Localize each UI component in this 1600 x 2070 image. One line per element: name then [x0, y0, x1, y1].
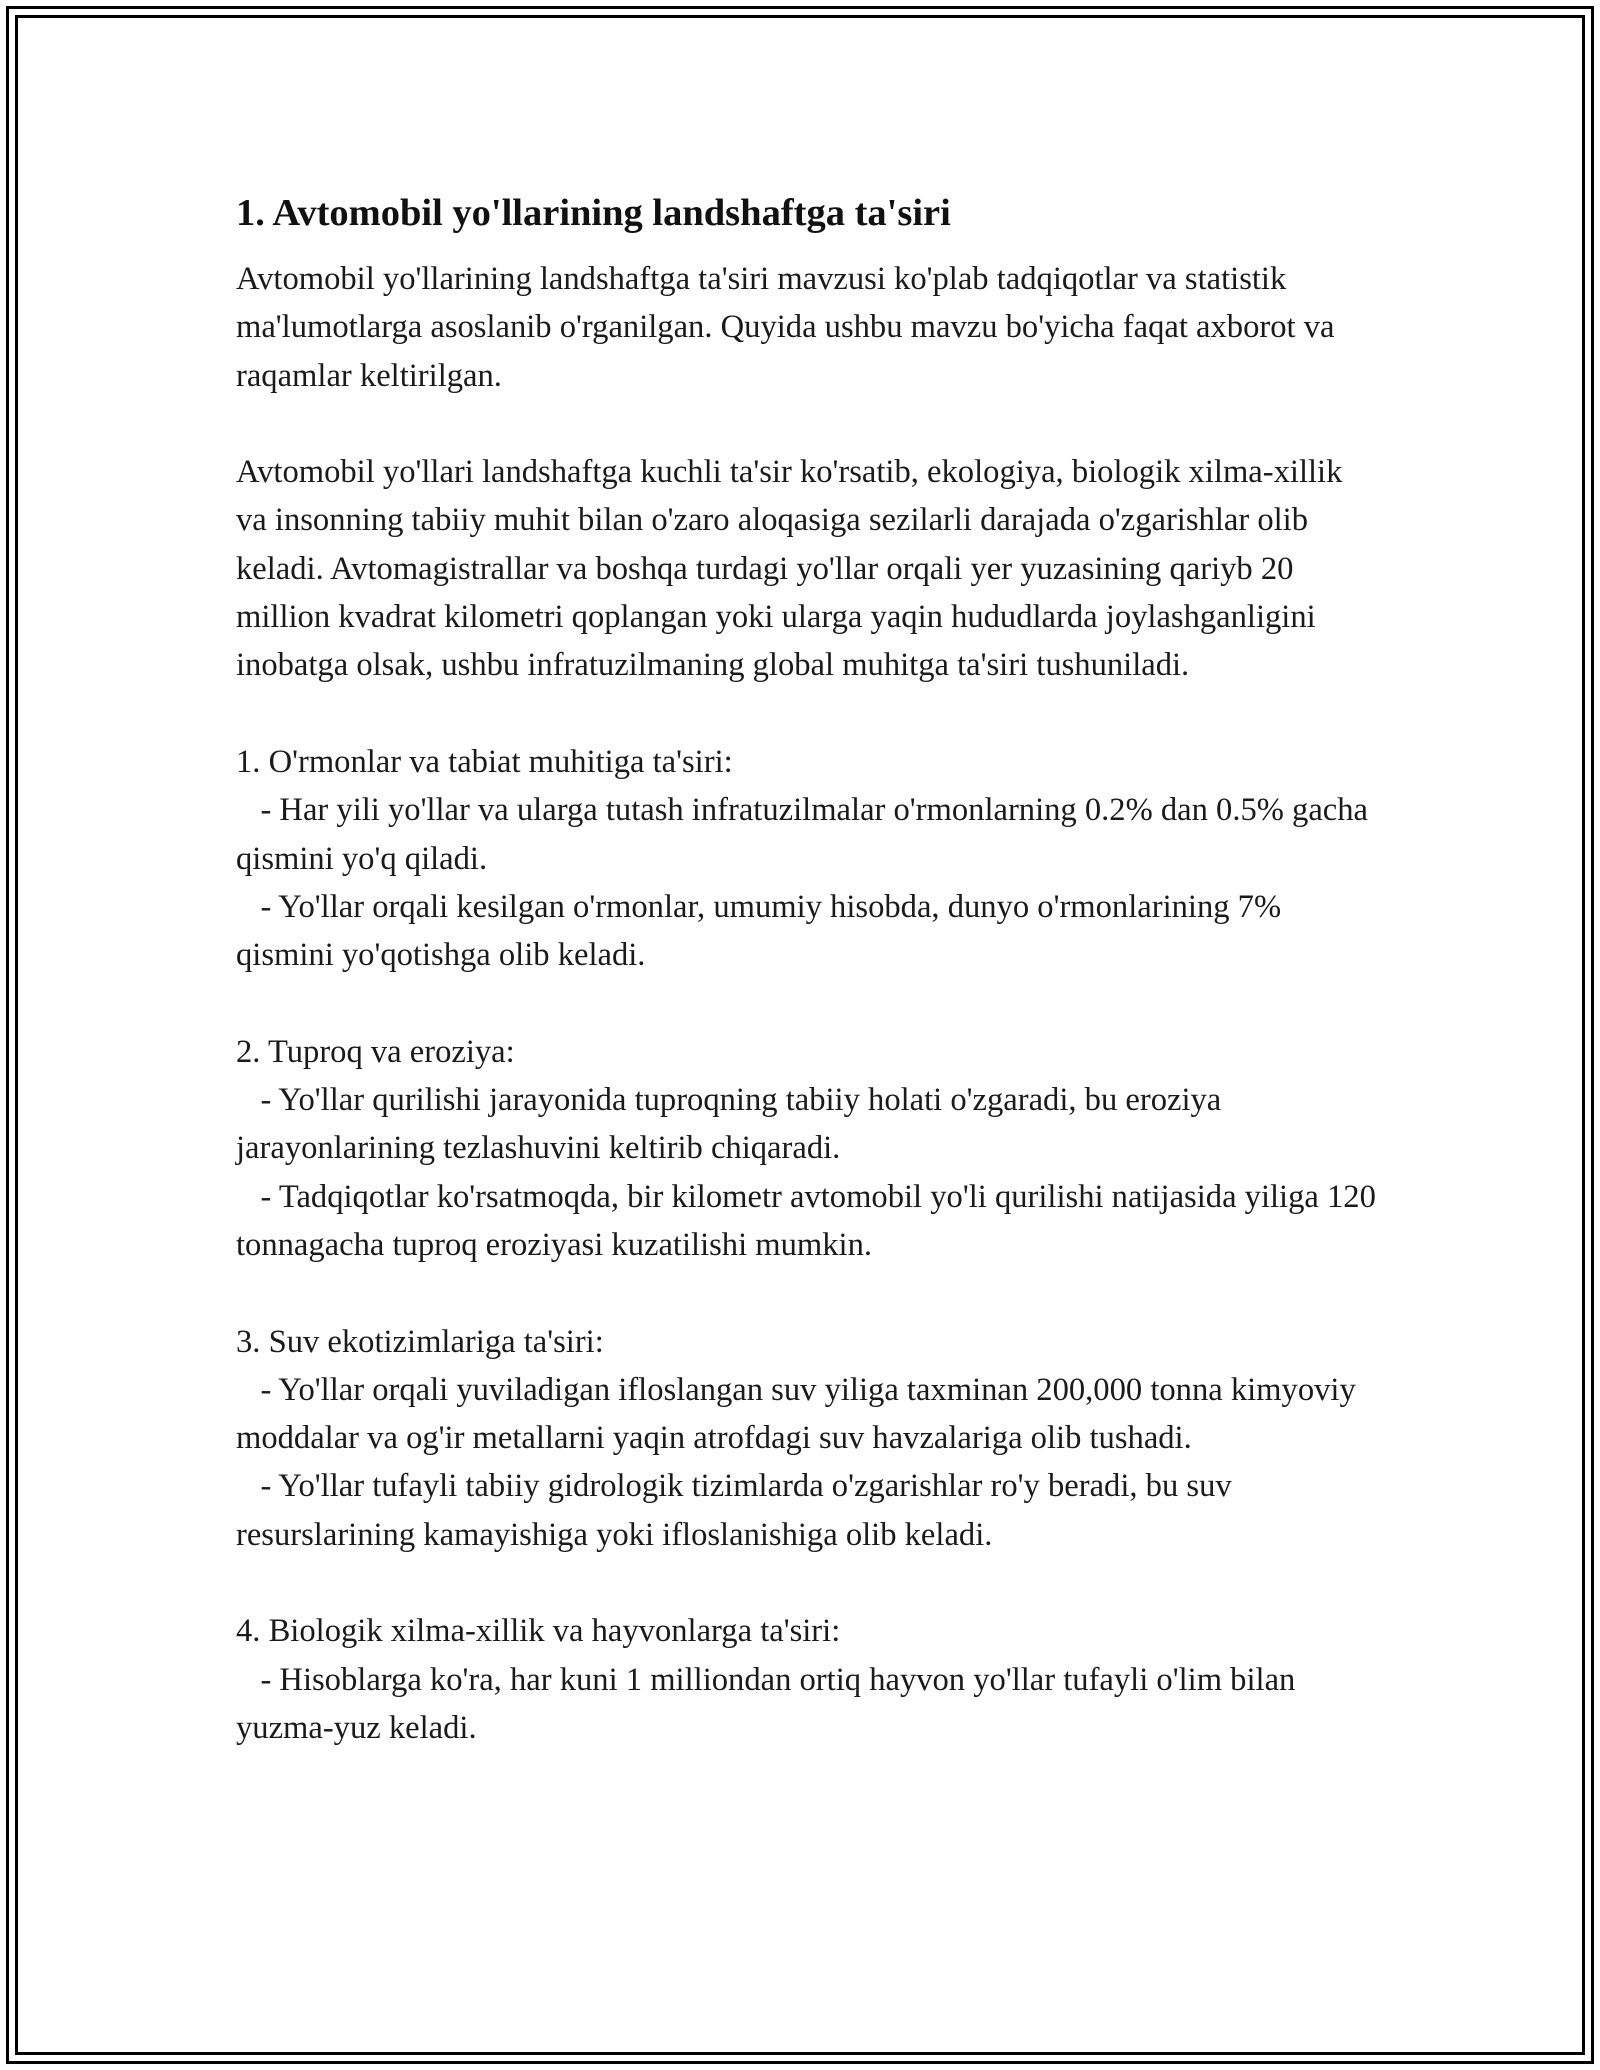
section-heading: 1. O'rmonlar va tabiat muhitiga ta'siri:: [236, 743, 733, 780]
section-biodiversity: [236, 1607, 1376, 1752]
section-point: - Hisoblarga ko'ra, har kuni 1 milliondan ortiq hayvon yo'llar tufayli o'lim bilan yuzma-yuz keladi.: [236, 1661, 1304, 1746]
section-soil-erosion: [236, 1028, 1385, 1269]
section-water-ecosystems: [236, 1318, 1376, 1559]
section-heading: 4. Biologik xilma-xillik va hayvonlarga ta'siri:: [236, 1613, 841, 1650]
section-heading: 3. Suv ekotizimlariga ta'siri:: [236, 1323, 604, 1360]
paragraph-spacer: [236, 690, 1376, 738]
section-point: - Tadqiqotlar ko'rsatmoqda, bir kilometr avtomobil yo'li qurilishi natijasida yiliga 120 tonnagacha tuproq eroziyasi kuzatilishi mumkin.: [236, 1178, 1385, 1263]
document-title: 1. Avtomobil yo'llarining landshaftga ta'siri: [236, 192, 951, 234]
section-heading: 2. Tuproq va eroziya:: [236, 1033, 515, 1070]
overview-paragraph: Avtomobil yo'llari landshaftga kuchli ta'sir ko'rsatib, ekologiya, biologik xilma-xillik va insonning tabiiy muhit bilan o'zaro aloqasiga sezilarli darajada o'zgarishlar olib keladi. Avtomagistrallar va boshqa turdagi yo'llar orqali yer yuzasining qariyb 20 million kvadrat kilometri qoplangan yoki ularga yaqin hududlarda joylashganligini inobatga olsak, ushbu infratuzilmaning global muhitga ta'siri tushuniladi.: [236, 454, 1351, 684]
paragraph-spacer: [236, 400, 1376, 448]
intro-paragraph: Avtomobil yo'llarining landshaftga ta'siri mavzusi ko'plab tadqiqotlar va statistik ma'lumotlarga asoslanib o'rganilgan. Quyida ushbu mavzu bo'yicha faqat axborot va raqamlar keltirilgan.: [236, 261, 1343, 394]
section-point: - Yo'llar qurilishi jarayonida tuproqning tabiiy holati o'zgaradi, bu eroziya jarayonlarining tezlashuvini keltirib chiqaradi.: [236, 1082, 1230, 1167]
section-point: - Yo'llar tufayli tabiiy gidrologik tizimlarda o'zgarishlar ro'y beradi, bu suv resurslarining kamayishiga yoki ifloslanishiga olib keladi.: [236, 1468, 1240, 1553]
section-point: - Yo'llar orqali kesilgan o'rmonlar, umumiy hisobda, dunyo o'rmonlarining 7% qismini yo'qotishga olib keladi.: [236, 888, 1290, 974]
section-forests: [236, 738, 1376, 979]
section-point: - Har yili yo'llar va ularga tutash infratuzilmalar o'rmonlarning 0.2% dan 0.5% gacha qismini yo'q qiladi.: [236, 792, 1377, 877]
document-body: [236, 185, 1385, 1752]
paragraph-spacer: [236, 1559, 1376, 1607]
paragraph-spacer: [236, 1269, 1376, 1317]
section-point: - Yo'llar orqali yuviladigan ifloslangan suv yiliga taxminan 200,000 tonna kimyoviy moddalar va og'ir metallarni yaqin atrofdagi suv havzalariga olib tushadi.: [236, 1371, 1364, 1457]
paragraph-spacer: [236, 979, 1376, 1027]
